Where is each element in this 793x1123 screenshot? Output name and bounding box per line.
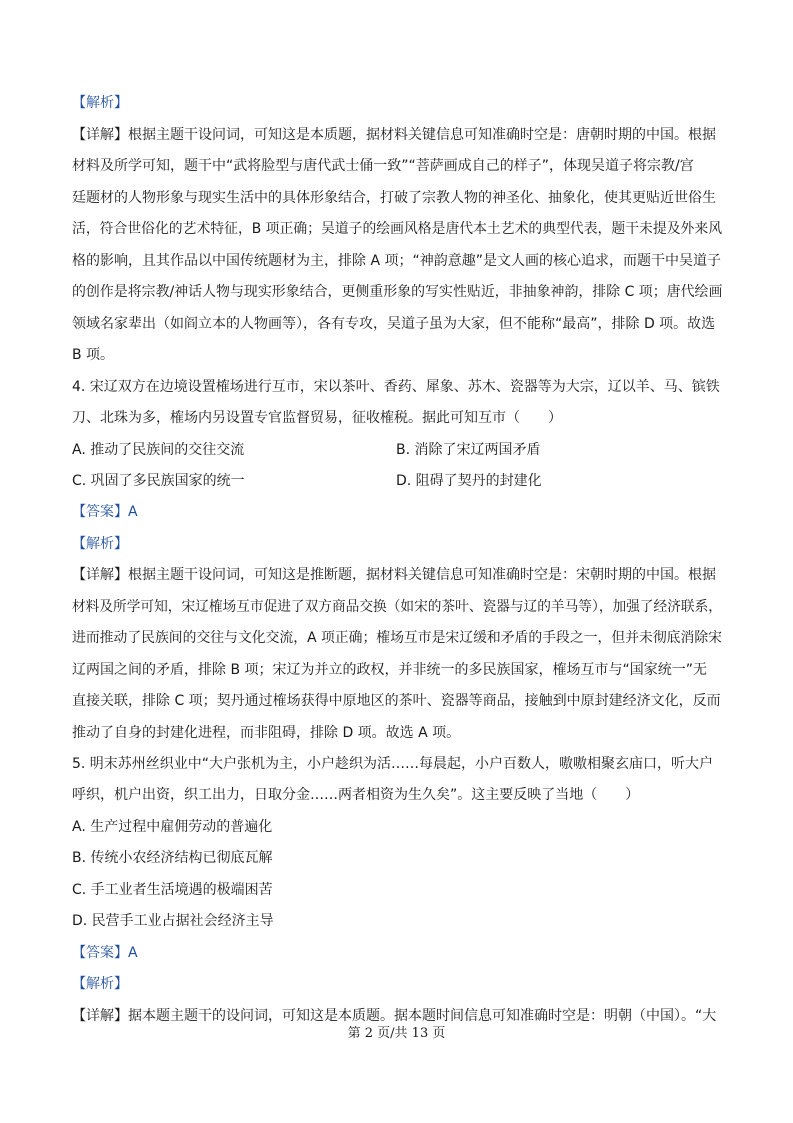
q4-stem-line: 4. 宋辽双方在边境设置榷场进行互市，宋以茶叶、香药、犀象、苏木、瓷器等为大宗，辽以羊、马、镔铁 xyxy=(72,379,720,395)
q5-option-b: B. 传统小农经济结构已彻底瓦解 xyxy=(72,850,273,866)
q4-stem-line: 刀、北珠为多，榷场内另设置专官监督贸易，征收榷税。据此可知互市（ ） xyxy=(72,410,562,426)
q3-detail-line: 【详解】根据主题干设问词，可知这是本质题，据材料关键信息可知准确时空是：唐朝时期的中国。根据 xyxy=(72,127,716,143)
q4-option-c: C. 巩固了多民族国家的统一 xyxy=(72,473,245,489)
analysis-heading: 【解析】 xyxy=(72,95,128,111)
page-footer: 第 2 页/共 13 页 xyxy=(347,1026,446,1041)
q5-answer: 【答案】A xyxy=(72,945,138,961)
q4-answer: 【答案】A xyxy=(72,504,138,520)
q3-detail-line: 的创作是将宗教/神话人物与现实形象结合，更侧重形象的写实性贴近，非抽象神韵，排除 C 项；唐代绘画 xyxy=(72,284,723,300)
q3-detail-line: B 项。 xyxy=(72,347,115,363)
q3-detail-line: 活，符合世俗化的艺术特征，B 项正确；吴道子的绘画风格是唐代本土艺术的典型代表，题干未提及外来风 xyxy=(72,221,723,237)
q4-detail-line: 【详解】根据主题干设问词，可知这是推断题，据材料关键信息可知准确时空是：宋朝时期的中国。根据 xyxy=(72,567,716,583)
q4-option-b: B. 消除了宋辽两国矛盾 xyxy=(396,442,541,458)
q4-option-d: D. 阻碍了契丹的封建化 xyxy=(396,473,542,489)
q4-detail-line: 直接关联，排除 C 项；契丹通过榷场获得中原地区的茶叶、瓷器等商品，接触到中原封建经济文化，反而 xyxy=(72,693,721,709)
q4-detail-line: 推动了自身的封建化进程，而非阻碍，排除 D 项。故选 A 项。 xyxy=(72,725,461,741)
q3-detail-line: 廷题材的人物形象与现实生活中的具体形象结合，打破了宗教人物的神圣化、抽象化，使其更贴近世俗生 xyxy=(72,190,716,206)
q5-analysis-heading: 【解析】 xyxy=(72,976,128,992)
q4-detail-line: 材料及所学可知，宋辽榷场互市促进了双方商品交换（如宋的茶叶、瓷器与辽的羊马等），加强了经济联系， xyxy=(72,599,722,615)
q5-option-d: D. 民营手工业占据社会经济主导 xyxy=(72,913,274,929)
q5-stem-line: 呼织，机户出资，织工出力，日取分金……两者相资为生久矣”。这主要反映了当地（ ） xyxy=(72,787,640,803)
q4-analysis-heading: 【解析】 xyxy=(72,536,128,552)
q4-detail-line: 进而推动了民族间的交往与文化交流，A 项正确；榷场互市是宋辽缓和矛盾的手段之一，但并未彻底消除宋 xyxy=(72,630,723,646)
q3-detail-line: 领域名家辈出（如阎立本的人物画等），各有专攻，吴道子虽为大家，但不能称“最高”，排除 D 项。故选 xyxy=(72,316,716,332)
q5-option-c: C. 手工业者生活境遇的极端困苦 xyxy=(72,882,273,898)
q4-option-a: A. 推动了民族间的交往交流 xyxy=(72,442,245,458)
q5-stem-line: 5. 明末苏州丝织业中“大户张机为主，小户趁织为活……每晨起，小户百数人，嗷嗷相聚玄庙口，听大户 xyxy=(72,756,714,772)
q4-detail-line: 辽两国之间的矛盾，排除 B 项；宋辽为并立的政权，并非统一的多民族国家，榷场互市与“国家统一”无 xyxy=(72,662,708,678)
q5-option-a: A. 生产过程中雇佣劳动的普遍化 xyxy=(72,819,273,835)
q5-detail-line: 【详解】据本题主题干的设问词，可知这是本质题。据本题时间信息可知准确时空是：明朝（中国）。“大 xyxy=(72,1008,717,1024)
q3-detail-line: 材料及所学可知，题干中“武将脸型与唐代武士俑一致”“菩萨画成自己的样子”，体现吴道子将宗教/宫 xyxy=(72,158,694,174)
q3-detail-line: 格的影响，且其作品以中国传统题材为主，排除 A 项；“神韵意趣”是文人画的核心追求，而题干中吴道子 xyxy=(72,253,721,269)
